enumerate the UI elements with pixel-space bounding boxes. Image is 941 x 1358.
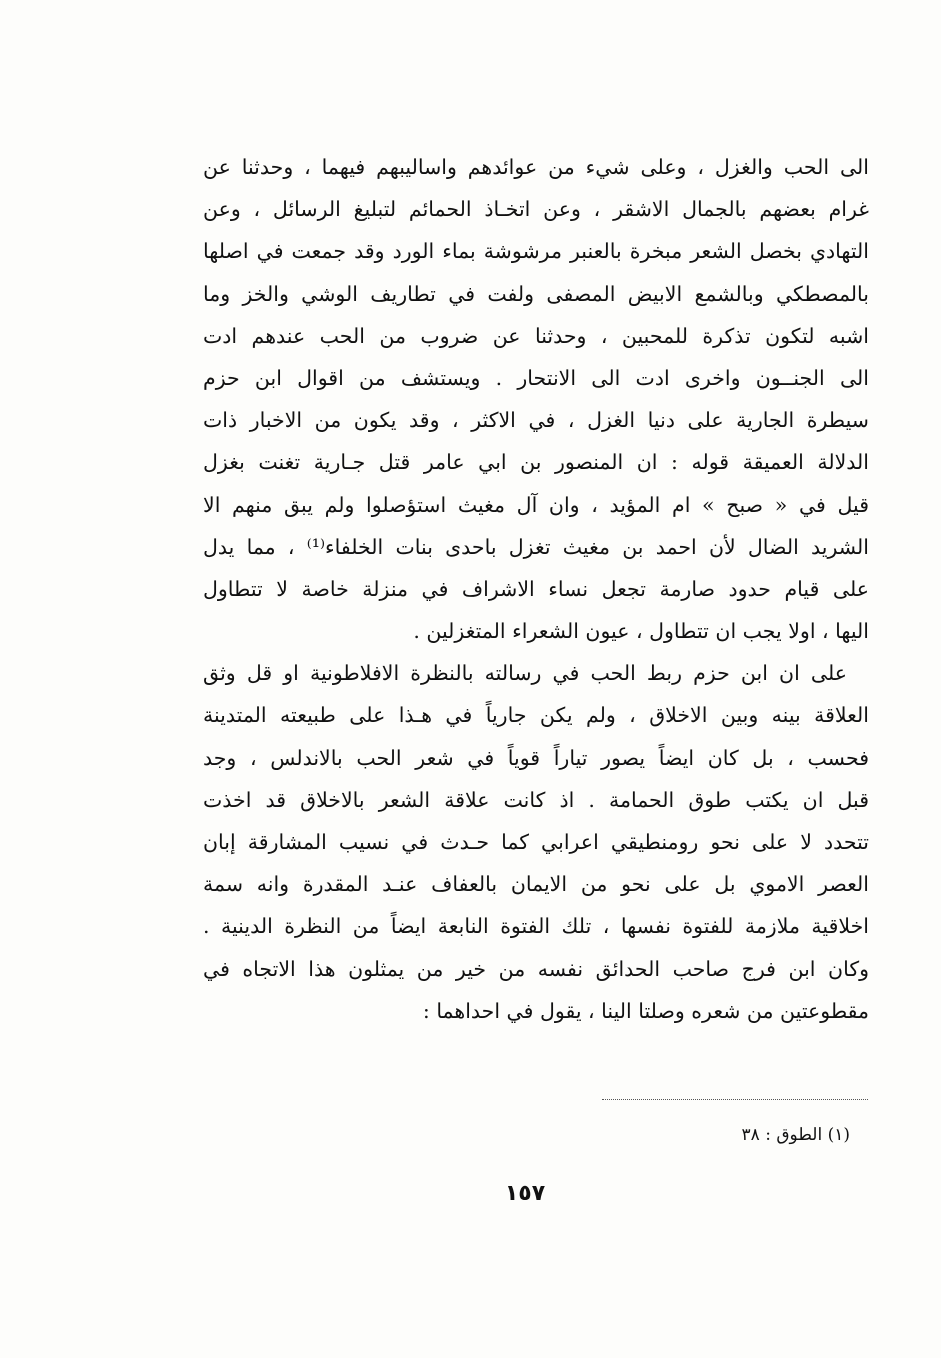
- text-line-20: وكان ابن فرج صاحب الحدائق نفسه من خير من يمثلون هذا الاتجاه في: [203, 956, 869, 981]
- text-line-7: سيطرة الجارية على دنيا الغزل ، في الاكثر ، وقد يكون من الاخبار ذات: [203, 408, 869, 433]
- text-line-9: قيل في « صبح » ام المؤيد ، وان آل مغيث استؤصلوا ولم يبق منهم الا: [203, 492, 869, 517]
- text-line-18: العصر الاموي بل على نحو من الايمان بالعفاف عنـد المقدرة وانه سمة: [203, 872, 869, 897]
- text-line-3: التهادي بخصل الشعر مبخرة بالعنبر مرشوشة بماء الورد وقد جمعت في اصلها: [203, 239, 869, 264]
- text-line-14: العلاقة بينه وبين الاخلاق ، ولم يكن جارياً في هـذا على طبيعته المتدينة: [203, 703, 869, 728]
- text-line-10: الشريد الضال لأن احمد بن مغيث تغزل باحدى بنات الخلفاء⁽¹⁾ ، مما يدل: [203, 534, 869, 559]
- text-line-5: اشبه لتكون تذكرة للمحبين ، وحدثنا عن ضروب من الحب عندهم ادت: [203, 323, 869, 348]
- text-line-2: غرام بعضهم بالجمال الاشقر ، وعن اتخـاذ الحمائم لتبليغ الرسائل ، وعن: [203, 197, 869, 222]
- body-text: [203, 146, 869, 1032]
- page-number: ١٥٧: [504, 1181, 546, 1206]
- footnote-separator: [602, 1099, 868, 1100]
- text-line-11: على قيام حدود صارمة تجعل نساء الاشراف في منزلة خاصة لا تتطاول: [203, 576, 869, 601]
- text-line-13: على ان ابن حزم ربط الحب في رسالته بالنظرة الافلاطونية او قل وثق: [203, 661, 847, 686]
- text-line-8: الدلالة العميقة قوله : ان المنصور بن ابي عامر قتل جـارية تغنت بغزل: [203, 450, 869, 475]
- text-line-17: تتحدد لا على نحو رومنطيقي اعرابي كما حـدث في نسيب المشارقة إبان: [203, 830, 869, 854]
- text-line-16: قبل ان يكتب طوق الحمامة . اذ كانت علاقة الشعر بالاخلاق قد اخذت: [203, 787, 869, 812]
- footnote: (١) الطوق : ٣٨: [741, 1125, 850, 1145]
- text-line-19: اخلاقية ملازمة للفتوة نفسها ، تلك الفتوة النابعة ايضاً من النظرة الدينية .: [203, 914, 869, 939]
- text-line-1: الى الحب والغزل ، وعلى شيء من عوائدهم واساليبهم فيهما ، وحدثنا عن: [203, 155, 869, 179]
- text-line-6: الى الجنــون واخرى ادت الى الانتحار . ويستشف من اقوال ابن حزم: [203, 365, 869, 390]
- text-line-21: مقطوعتين من شعره وصلتا الينا ، يقول في احداهما :: [422, 998, 869, 1023]
- text-line-15: فحسب ، بل كان ايضاً يصور تياراً قوياً في شعر الحب بالاندلس ، وجد: [203, 745, 869, 770]
- text-line-4: بالمصطكي وبالشمع الابيض المصفى ولفت في تطاريف الوشي والخز وما: [203, 281, 869, 306]
- text-line-12: اليها ، اولا يجب ان تتطاول ، عيون الشعراء المتغزلين .: [413, 619, 869, 644]
